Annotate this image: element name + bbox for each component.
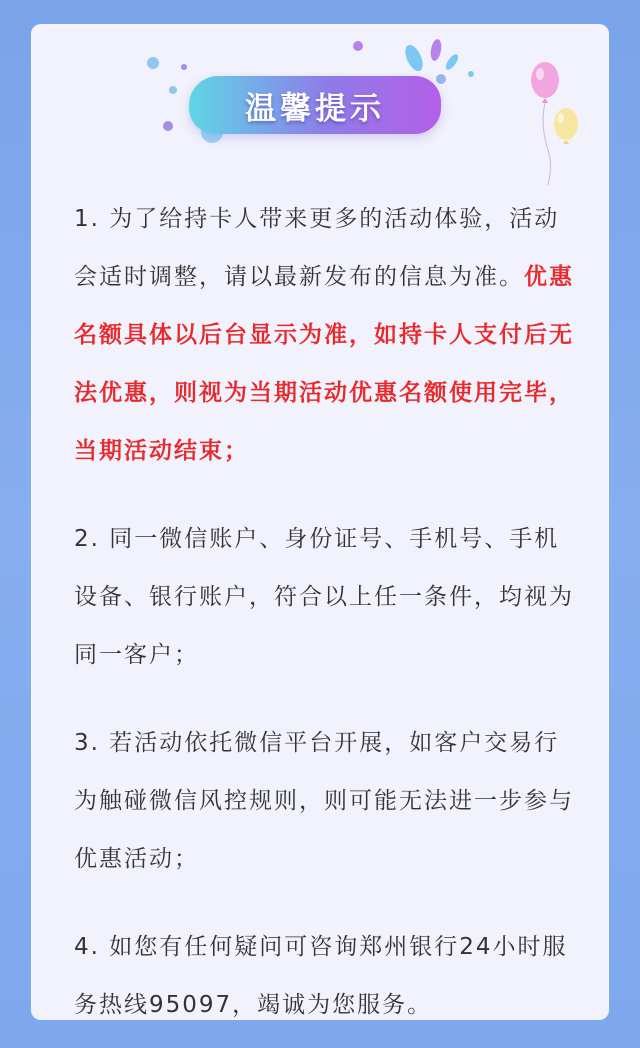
notice-text: 如您有任何疑问可咨询郑州银行24小时服务热线95097，竭诚为您服务。 [74,934,568,1018]
notice-number: 3. [74,730,110,756]
notice-number: 2. [74,526,110,552]
notice-text: 为了给持卡人带来更多的活动体验，活动会适时调整，请以最新发布的信息为准。 [74,206,560,290]
notice-text: 同一微信账户、身份证号、手机号、手机设备、银行账户，符合以上任一条件，均视为同一客户； [74,526,574,668]
notice-number: 1. [74,206,110,232]
notice-item-3 [74,714,584,888]
notice-list [74,190,584,1034]
notice-text: 若活动依托微信平台开展，如客户交易行为触碰微信风控规则，则可能无法进一步参与优惠活动； [74,730,574,872]
page-title: 温馨提示 [245,90,385,127]
title-banner [189,76,441,134]
notice-item-1 [74,190,584,480]
notice-item-4 [74,918,584,1034]
notice-number: 4. [74,934,110,960]
notice-highlight: 优惠名额具体以后台显示为准，如持卡人支付后无法优惠，则视为当期活动优惠名额使用完毕，当期活动结束； [74,264,574,464]
notice-item-2 [74,510,584,684]
